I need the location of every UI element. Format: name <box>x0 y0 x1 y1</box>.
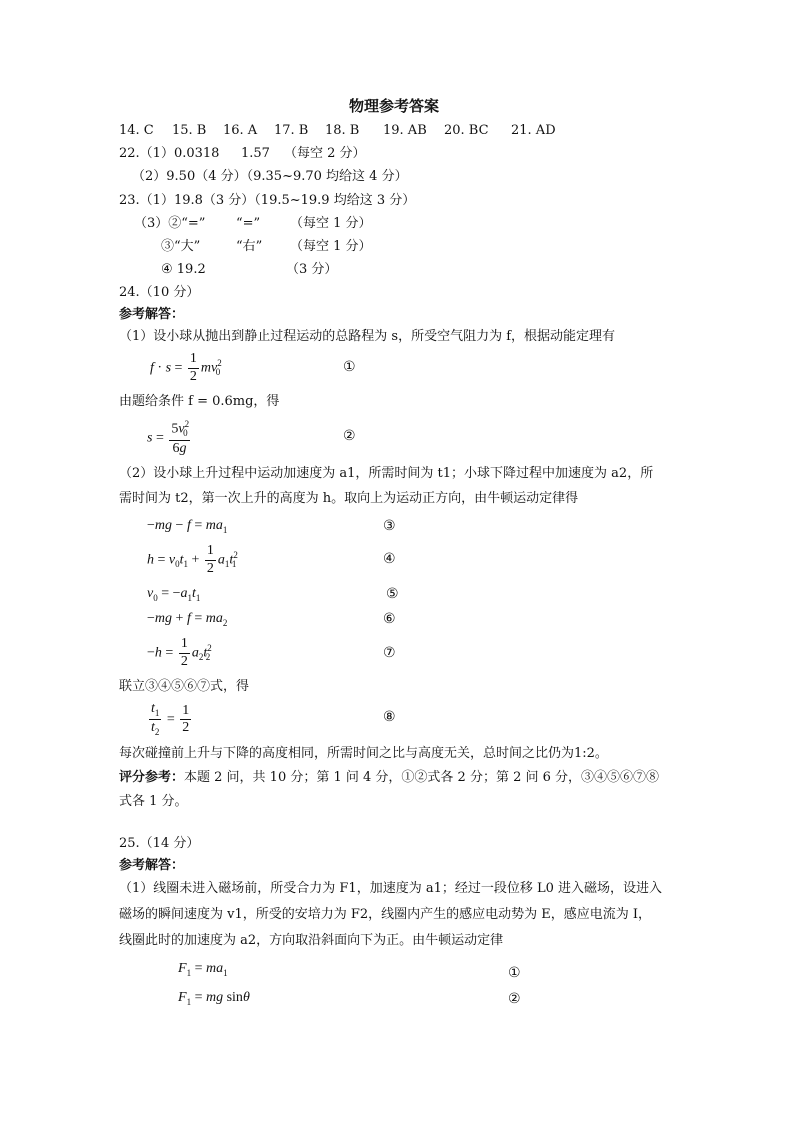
q22-part-2: （2）9.50（4 分）（9.35~9.70 均给这 4 分） <box>132 169 408 184</box>
q25-eq2-marker: ② <box>508 991 521 1007</box>
mc-answer: 15. B <box>172 123 207 138</box>
q24-eq4-marker: ④ <box>383 551 396 567</box>
q23-part-1: 23.（1）19.8（3 分）（19.5~19.9 均给这 3 分） <box>119 193 416 208</box>
page-title: 物理参考答案 <box>349 97 440 115</box>
q24-eq8-marker: ⑧ <box>383 709 396 725</box>
q23-part-3c: ④ 19.2 <box>161 262 206 277</box>
q24-equation-5: $v_0 = -a_1t_1$ <box>147 586 201 603</box>
q25-equation-2: $F_1$ = mg sinθ <box>178 990 250 1007</box>
q24-ref-label: 参考解答： <box>119 307 185 322</box>
q23-part-3a-2: “=” <box>236 216 261 231</box>
q24-part2-line2: 需时间为 t2，第一次上升的高度为 h。取向上为运动正方向，由牛顿运动定律得 <box>119 491 579 506</box>
q24-combine-text: 联立③④⑤⑥⑦式，得 <box>119 679 250 694</box>
mc-answer: 21. AD <box>511 123 556 138</box>
mc-answer: 14. C <box>119 123 154 138</box>
q24-eq7-marker: ⑦ <box>383 645 396 661</box>
q23-part-3a: （3）②“=” <box>134 216 206 231</box>
q24-part2-line1: （2）设小球上升过程中运动加速度为 a1，所需时间为 t1；小球下降过程中加速度为 a2，所 <box>119 466 654 481</box>
mc-answer: 17. B <box>274 123 309 138</box>
q25-part1-line3: 线圈此时的加速度为 a2，方向取沿斜面向下为正。由牛顿运动定律 <box>119 933 504 948</box>
q24-equation-2: s = $\frac{5v^2_0}{6g}$ <box>147 419 190 456</box>
q24-eq3-marker: ③ <box>383 518 396 534</box>
q24-score-line-1 <box>119 771 659 784</box>
q24-eq6-marker: ⑥ <box>383 611 396 627</box>
q25-part1-line2: 磁场的瞬间速度为 v1，所受的安培力为 F2，线圈内产生的感应电动势为 E，感应电流为 I， <box>119 907 652 922</box>
q24-header: 24.（10 分） <box>119 285 200 300</box>
q24-score-label: 评分参考： <box>119 770 185 785</box>
q24-equation-1: f · s = $\frac{1}{2}$ $mv^2_0$ <box>150 351 222 384</box>
q23-part-3b-2: “右” <box>236 239 263 254</box>
q24-equation-4: $h = v_0t_1$ + $\frac{1}{2}$ $a_1t^2_1$ <box>147 543 238 576</box>
q23-part-3b-score: （每空 1 分） <box>290 239 372 254</box>
q24-eq2-marker: ② <box>343 428 356 444</box>
q24-score-line-2: 式各 1 分。 <box>119 794 188 809</box>
q25-ref-label: 参考解答： <box>119 858 185 873</box>
q22-score: （每空 2 分） <box>284 146 366 161</box>
q24-equation-6: $-mg + f = ma_2$ <box>147 611 228 628</box>
q23-part-3a-score: （每空 1 分） <box>290 216 372 231</box>
q22-answer-2: 1.57 <box>241 146 270 161</box>
q24-eq1-marker: ① <box>343 359 356 375</box>
q24-given-text: 由题给条件 f = 0.6mg，得 <box>119 394 280 409</box>
q24-equation-8: $\frac{t_1}{t_2}$ = $\frac{1}{2}$ <box>151 701 190 738</box>
q25-part1-line1: （1）线圈未进入磁场前，所受合力为 F1，加速度为 a1；经过一段位移 L0 进入磁场，设进入 <box>119 881 663 896</box>
q22-answer-1: 22.（1）0.0318 <box>119 146 220 161</box>
q25-eq1-marker: ① <box>508 965 521 981</box>
q25-header: 25.（14 分） <box>119 836 200 851</box>
mc-answer: 19. AB <box>383 123 427 138</box>
q24-score-text: 本题 2 问，共 10 分；第 1 问 4 分，①②式各 2 分；第 2 问 6 分，③④⑤⑥⑦⑧ <box>184 770 660 785</box>
q23-part-3c-score: （3 分） <box>286 262 338 277</box>
q24-part1-text: （1）设小球从抛出到静止过程运动的总路程为 s，所受空气阻力为 f，根据动能定理有 <box>119 329 616 344</box>
q23-part-3b: ③“大” <box>161 239 201 254</box>
mc-answer: 18. B <box>325 123 360 138</box>
mc-answer: 16. A <box>223 123 258 138</box>
q24-conclusion: 每次碰撞前上升与下降的高度相同，所需时间之比与高度无关，总时间之比仍为1:2。 <box>119 746 608 761</box>
mc-answer: 20. BC <box>444 123 489 138</box>
q24-equation-3: $-mg - f = ma_1$ <box>147 518 228 535</box>
q24-eq5-marker: ⑤ <box>386 586 399 602</box>
q25-equation-1: $F_1 = ma_1$ <box>178 961 228 978</box>
q24-equation-7: −h = $\frac{1}{2}$ $a_2t^2_2$ <box>147 636 212 669</box>
